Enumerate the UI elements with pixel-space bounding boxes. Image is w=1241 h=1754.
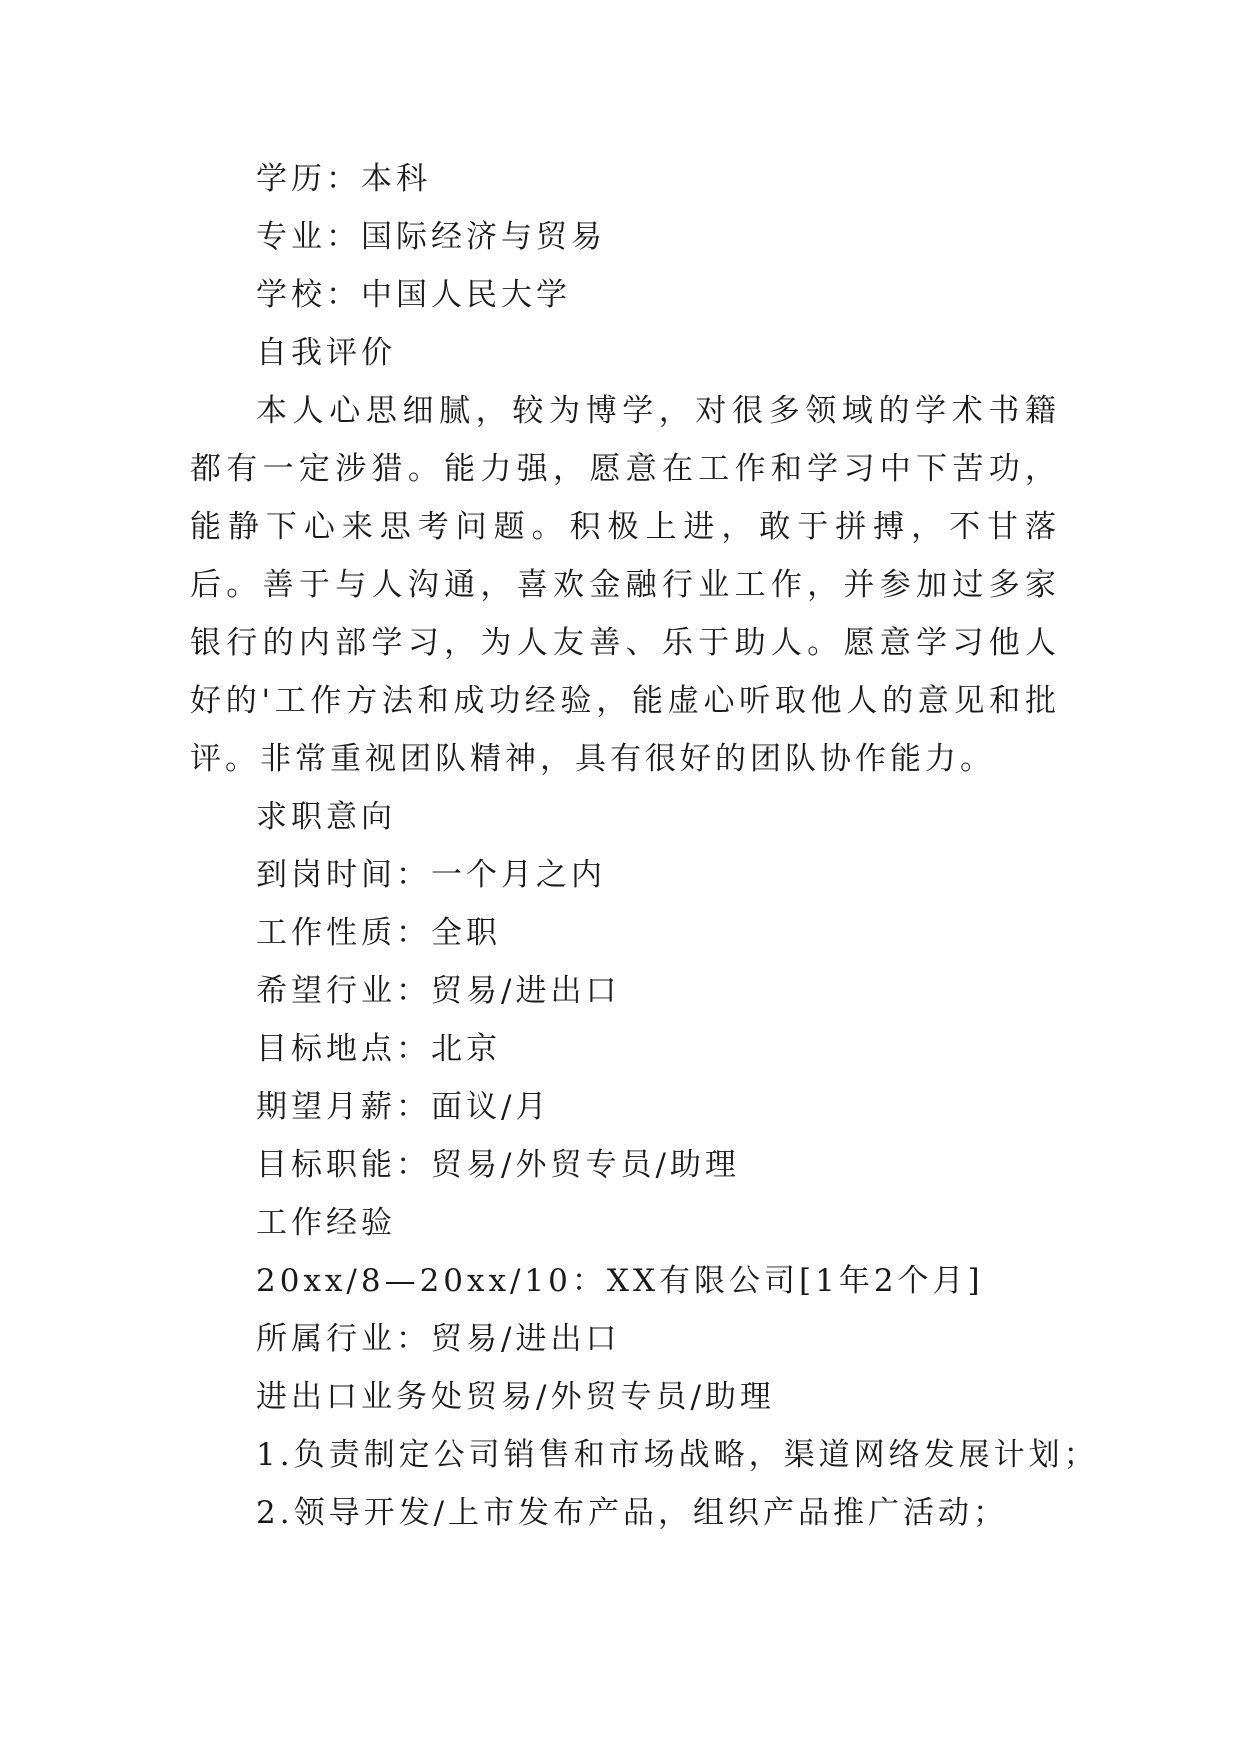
self-evaluation-heading: 自我评价 [256,335,396,371]
work-experience-duty: 2.领导开发/上市发布产品，组织产品推广活动； [256,1495,1009,1531]
work-experience-heading: 工作经验 [256,1205,396,1241]
job-intention-item: 目标职能：贸易/外贸专员/助理 [256,1147,740,1183]
resume-content [190,150,1099,1542]
work-experience-industry: 所属行业：贸易/进出口 [256,1321,621,1357]
education-major: 专业：国际经济与贸易 [256,219,606,255]
job-intention-heading: 求职意向 [256,799,396,835]
job-intention-item: 到岗时间：一个月之内 [256,857,606,893]
education-degree: 学历：本科 [256,161,431,197]
job-intention-item: 期望月薪：面议/月 [256,1089,551,1125]
job-intention-item: 希望行业：贸易/进出口 [256,973,621,1009]
education-school: 学校：中国人民大学 [256,277,571,313]
work-experience-duty: 1.负责制定公司销售和市场战略，渠道网络发展计划； [256,1437,1099,1473]
work-experience-period: 20xx/8—20xx/10：XX有限公司[1年2个月] [256,1263,984,1299]
self-evaluation-paragraph: 本人心思细腻，较为博学，对很多领域的学术书籍都有一定涉猎。能力强，愿意在工作和学习中下苦功，能静下心来思考问题。积极上进，敢于拼搏，不甘落后。善于与人沟通，喜欢金融行业工作，并参加过多家银行的内部学习，为人友善、乐于助人。愿意学习他人好的'工作方法和成功经验，能虚心听取他人的意见和批评。非常重视团队精神，具有很好的团队协作能力。 [190,393,1060,777]
job-intention-item: 工作性质：全职 [256,915,501,951]
work-experience-position: 进出口业务处贸易/外贸专员/助理 [256,1379,775,1415]
job-intention-item: 目标地点：北京 [256,1031,501,1067]
